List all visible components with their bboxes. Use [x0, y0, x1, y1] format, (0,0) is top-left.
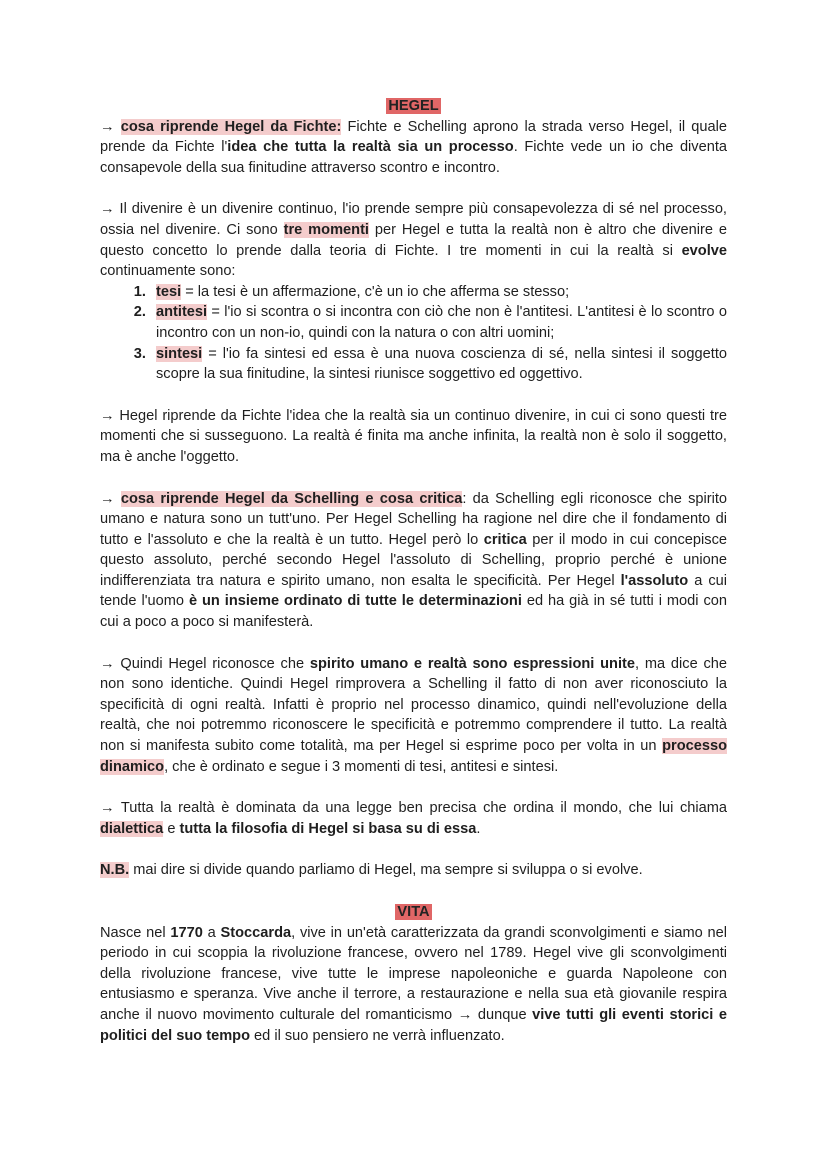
bold-span: idea che tutta la realtà sia un processo: [227, 139, 514, 156]
term-antitesi: antitesi: [156, 304, 208, 321]
document-page: [100, 96, 727, 1046]
paragraph-divenire: [100, 199, 727, 281]
text-span: a: [202, 924, 221, 941]
heading-hegel: [100, 96, 727, 117]
text-span: . Fichte vede un io che diventa consapevole della sua finitudine attraverso scontro e incontro.: [100, 139, 727, 176]
text-span: → Tutta la realtà è dominata da una legge ben precisa che ordina il mondo, che lui chiama: [100, 800, 727, 817]
bold-span: Stoccarda: [220, 924, 292, 941]
list-item-sintesi: [150, 344, 727, 385]
text-span: continuamente sono:: [100, 263, 236, 280]
bold-span: critica: [483, 531, 527, 548]
bold-span: tutta la filosofia di Hegel si basa su di essa: [179, 820, 477, 837]
paragraph-riprende: → Hegel riprende da Fichte l'idea che la realtà sia un continuo divenire, in cui ci sono questi tre momenti che si susseguono. La realtà é finita ma anche infinita, la realtà non è solo il soggetto, ma è anche l'oggetto.: [100, 407, 727, 465]
highlight-tre-momenti: tre momenti: [283, 221, 369, 238]
paragraph-quindi: [100, 654, 727, 778]
heading-vita: [100, 902, 727, 923]
arrow-text: →: [100, 118, 121, 135]
three-moments-list: [100, 282, 727, 385]
text-span: : da Schelling egli riconosce che spirito umano e natura sono un tutt'uno. Per Hegel Schelling ha ragione nel dire che il fondamento di tutto e l'assoluto e che la realtà è un tutto. Hegel però lo: [100, 490, 727, 548]
highlight-fichte: cosa riprende Hegel da Fichte:: [120, 118, 342, 135]
heading-hegel-text: HEGEL: [388, 98, 439, 114]
paragraph-dialettica: [100, 798, 727, 839]
arrow-text: →: [100, 490, 121, 507]
list-item-text: = la tesi è un affermazione, c'è un io che afferma se stesso;: [181, 283, 570, 300]
text-span: e: [163, 820, 180, 837]
bold-span: 1770: [170, 924, 203, 941]
term-tesi: tesi: [156, 283, 182, 300]
text-span: per Hegel e tutta la realtà non è altro che divenire e questo concetto lo prende dalla teoria di Fichte. I tre momenti in cui la realtà si: [100, 221, 727, 259]
list-item-tesi: [150, 282, 727, 303]
text-span: Nasce nel: [100, 924, 171, 941]
text-span: → Quindi Hegel riconosce che: [100, 655, 310, 672]
text-span: , che è ordinato e segue i 3 momenti di tesi, antitesi e sintesi.: [164, 758, 559, 775]
bold-span: evolve: [681, 242, 727, 259]
text-span: .: [476, 820, 481, 837]
text-span: → Il divenire è un divenire continuo, l'io prende sempre più consapevolezza di sé nel processo, ossia nel divenire. Ci sono: [100, 201, 727, 238]
text-span: , vive in un'età caratterizzata da grandi sconvolgimenti e siamo nel periodo in cui scoppia la rivoluzione francese, ovvero nel 1789. Hegel vive gli sconvolgimenti della rivoluzione francese, vive tutte le imprese napoleoniche e guarda Napoleone con entusiasmo e speranza. Vive anche il terrore, a restaurazione e nella sua età giovanile respira anche il nuovo movimento culturale del romanticismo → dunque: [100, 924, 727, 1023]
text-span: Fichte e Schelling aprono la strada verso Hegel, il quale prende da Fichte l': [100, 118, 727, 156]
list-item-text: = l'io fa sintesi ed essa è una nuova coscienza di sé, nella sintesi il soggetto scopre la sua finitudine, la sintesi riunisce soggettivo ed oggettivo.: [156, 345, 727, 383]
text-span: per il modo in cui concepisce questo assoluto, perché secondo Hegel l'assoluto di Schelling, proprio perché è unione indifferenziata tra natura e spirito umano, non esalta le specificità. Per Hegel: [100, 531, 727, 589]
paragraph-nb: [100, 860, 727, 881]
bold-span: spirito umano e realtà sono espressioni unite: [309, 655, 635, 672]
text-span: ed il suo pensiero ne verrà influenzato.: [250, 1027, 505, 1044]
bold-span: vive tutti gli eventi storici e politici del suo tempo: [100, 1006, 727, 1044]
term-sintesi: sintesi: [156, 345, 203, 362]
text-span: , ma dice che non sono identiche. Quindi Hegel rimprovera a Schelling il fatto di non aver riconosciuto la specificità di ogni realtà. Infatti è proprio nel processo dinamico, quindi nell'evoluzione della realtà, che noi potremmo riconoscere le specificità e potremmo comprendere il tutto. La realtà non si manifesta subito come totalità, ma per Hegel si esprime poco per volta in un: [100, 655, 728, 755]
paragraph-vita: [100, 923, 727, 1047]
list-item-antitesi: [150, 302, 727, 343]
heading-vita-text: VITA: [397, 904, 430, 920]
paragraph-schelling: [100, 489, 727, 633]
highlight-dialettica: dialettica: [100, 820, 164, 837]
bold-span: è un insieme ordinato di tutte le determinazioni: [188, 593, 522, 610]
highlight-schelling: cosa riprende Hegel da Schelling e cosa critica: [120, 490, 463, 507]
highlight-nb: N.B.: [100, 862, 130, 879]
bold-span: l'assoluto: [620, 572, 689, 589]
text-span: mai dire si divide quando parliamo di Hegel, ma sempre si sviluppa o si evolve.: [129, 862, 643, 879]
highlight-processo-dinamico: processo dinamico: [100, 738, 727, 775]
list-item-text: = l'io si scontra o si incontra con ciò che non è l'antitesi. L'antitesi è lo scontro o incontro con un non-io, quindi con la natura o con altri uomini;: [156, 304, 727, 341]
text-span: a cui tende l'uomo: [100, 572, 727, 610]
text-span: ed ha già in sé tutti i modi con cui a poco a poco si manifesterà.: [100, 593, 727, 631]
paragraph-fichte: [100, 117, 727, 179]
